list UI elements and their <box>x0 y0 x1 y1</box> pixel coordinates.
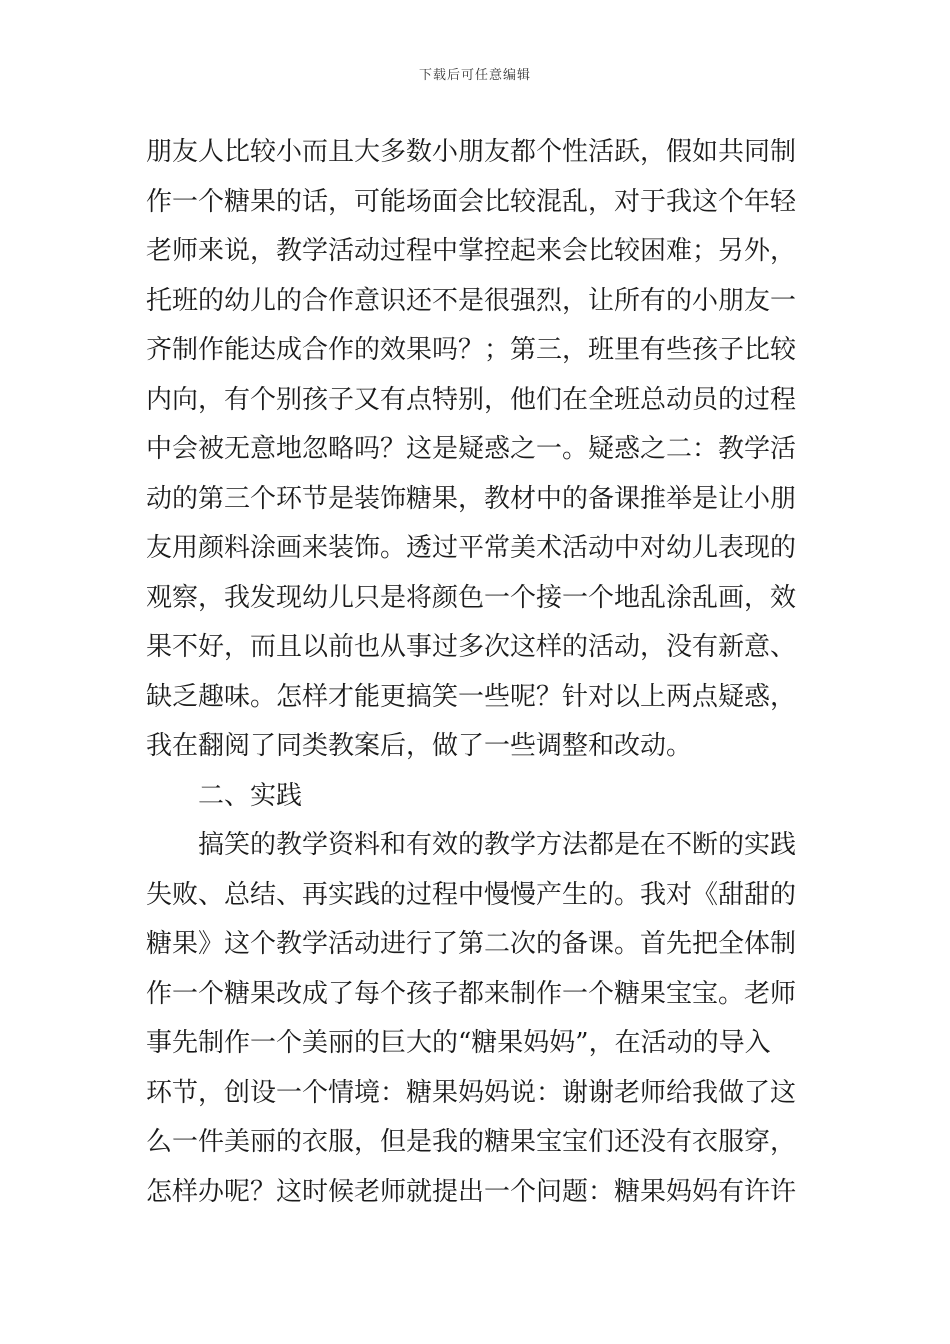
text-line: 作一个糖果改成了每个孩子都来制作一个糖果宝宝。老师 <box>146 978 797 1009</box>
text-line: 齐制作能达成合作的效果吗？；第三，班里有些孩子比较 <box>146 335 797 365</box>
text-line: 朋友人比较小而且大多数小朋友都个性活跃，假如共同制 <box>146 137 797 167</box>
text-line: 作一个糖果的话，可能场面会比较混乱，对于我这个年轻 <box>146 186 797 217</box>
text-line: 搞笑的教学资料和有效的教学方法都是在不断的实践 <box>198 830 797 860</box>
text-line: 果不好，而且以前也从事过多次这样的活动，没有新意、 <box>146 632 797 662</box>
page-header: 下载后可任意编辑 <box>418 68 531 83</box>
text-line: 托班的幼儿的合作意识还不是很强烈，让所有的小朋友一 <box>146 285 797 316</box>
text-line: 缺乏趣味。怎样才能更搞笑一些呢？针对以上两点疑惑， <box>146 681 797 712</box>
text-line: 内向，有个别孩子又有点特别，他们在全班总动员的过程 <box>146 384 797 415</box>
text-line: 中会被无意地忽略吗？这是疑惑之一。疑惑之二：教学活 <box>146 434 797 464</box>
text-line: 观察，我发现幼儿只是将颜色一个接一个地乱涂乱画，效 <box>146 582 797 613</box>
text-line: 我在翻阅了同类教案后，做了一些调整和改动。 <box>146 731 693 761</box>
text-line: 事先制作一个美丽的巨大的“糖果妈妈”，在活动的导入 <box>146 1028 771 1058</box>
section-heading: 二、实践 <box>198 780 303 811</box>
text-line: 友用颜料涂画来装饰。透过平常美术活动中对幼儿表现的 <box>146 533 797 563</box>
text-line: 糖果》这个教学活动进行了第二次的备课。首先把全体制 <box>146 929 797 959</box>
text-line: 环节，创设一个情境：糖果妈妈说：谢谢老师给我做了这 <box>146 1077 797 1108</box>
text-line: 动的第三个环节是装饰糖果，教材中的备课推举是让小朋 <box>146 483 797 514</box>
document-body <box>146 128 810 1217</box>
text-line: 失败、总结、再实践的过程中慢慢产生的。我对《甜甜的 <box>146 879 797 910</box>
text-line: 怎样办呢？这时候老师就提出一个问题：糖果妈妈有许许 <box>146 1176 797 1207</box>
text-line: 老师来说，教学活动过程中掌控起来会比较困难；另外， <box>146 236 797 266</box>
text-line: 么一件美丽的衣服，但是我的糖果宝宝们还没有衣服穿， <box>146 1127 797 1157</box>
